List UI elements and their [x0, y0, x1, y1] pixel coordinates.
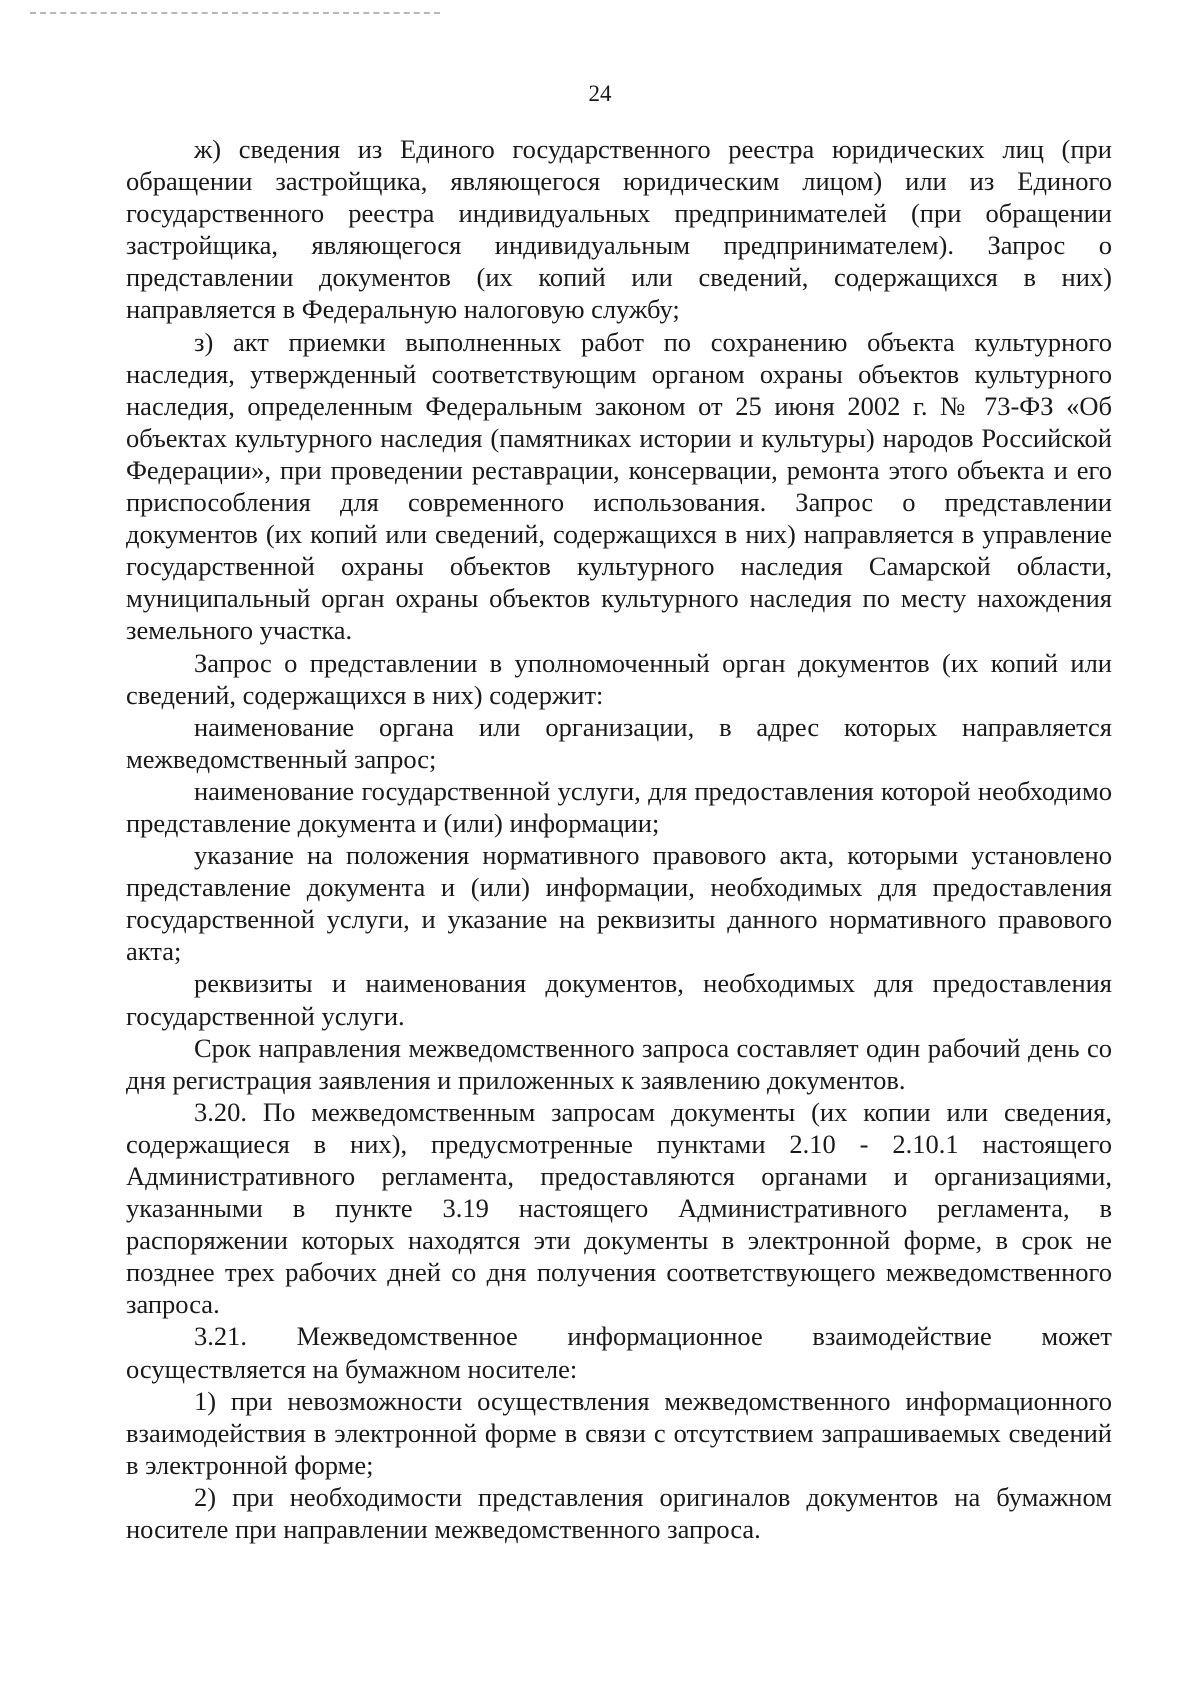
- document-body: [126, 133, 1112, 1545]
- scan-artifact-line: [30, 12, 440, 14]
- paragraph-service-name: наименование государственной услуги, для предоставления которой необходимо представление документа и (или) информации;: [126, 775, 1112, 838]
- paragraph-legal-act: указание на положения нормативного правового акта, которыми установлено представление документа и (или) информации, необходимых для предоставления государственной услуги, и указание на реквизиты данного нормативного правового акта;: [126, 840, 1112, 967]
- paragraph-zh-egrul: ж) сведения из Единого государственного реестра юридических лиц (при обращении застройщика, являющегося юридическим лицом) или из Единого государственного реестра индивидуальных предпринимателей (при обращении застройщика, являющегося индивидуальным предпринимателем). Запрос о представлении документов (их копий или сведений, содержащихся в них) направляется в Федеральную налоговую службу;: [126, 134, 1112, 325]
- paragraph-3-21: 3.21. Межведомственное информационное взаимодействие может осуществляется на бумажном носителе:: [126, 1321, 1112, 1384]
- page-number: 24: [588, 81, 612, 106]
- paragraph-3-20: 3.20. По межведомственным запросам документы (их копии или сведения, содержащиеся в них), предусмотренные пунктами 2.10 - 2.10.1 настоящего Административного регламента, предоставляются органами и организациями, указанными в пункте 3.19 настоящего Административного регламента, в распоряжении которых находятся эти документы в электронной форме, в срок не позднее трех рабочих дней со дня получения соответствующего межведомственного запроса.: [126, 1096, 1112, 1320]
- paragraph-request-contents: Запрос о представлении в уполномоченный орган документов (их копий или сведений, содержащихся в них) содержит:: [126, 647, 1112, 710]
- paragraph-item-1: 1) при невозможности осуществления межведомственного информационного взаимодействия в электронной форме в связи с отсутствием запрашиваемых сведений в электронной форме;: [126, 1385, 1112, 1480]
- paragraph-document-details: реквизиты и наименования документов, необходимых для предоставления государственной услуги.: [126, 968, 1112, 1031]
- paragraph-organ-name: наименование органа или организации, в адрес которых направляется межведомственный запрос;: [126, 711, 1112, 774]
- paragraph-z-act: з) акт приемки выполненных работ по сохранению объекта культурного наследия, утвержденный соответствующим органом охраны объектов культурного наследия, определенным Федеральным законом от 25 июня 2002 г. № 73-ФЗ «Об объектах культурного наследия (памятниках истории и культуры) народов Российской Федерации», при проведении реставрации, консервации, ремонта этого объекта и его приспособления для современного использования. Запрос о представлении документов (их копий или сведений, содержащихся в них) направляется в управление государственной охраны объектов культурного наследия Самарской области, муниципальный орган охраны объектов культурного наследия по месту нахождения земельного участка.: [126, 326, 1112, 646]
- paragraph-item-2: 2) при необходимости представления оригиналов документов на бумажном носителе при направлении межведомственного запроса.: [126, 1481, 1112, 1545]
- paragraph-request-term: Срок направления межведомственного запроса составляет один рабочий день со дня регистрация заявления и приложенных к заявлению документов.: [126, 1032, 1112, 1095]
